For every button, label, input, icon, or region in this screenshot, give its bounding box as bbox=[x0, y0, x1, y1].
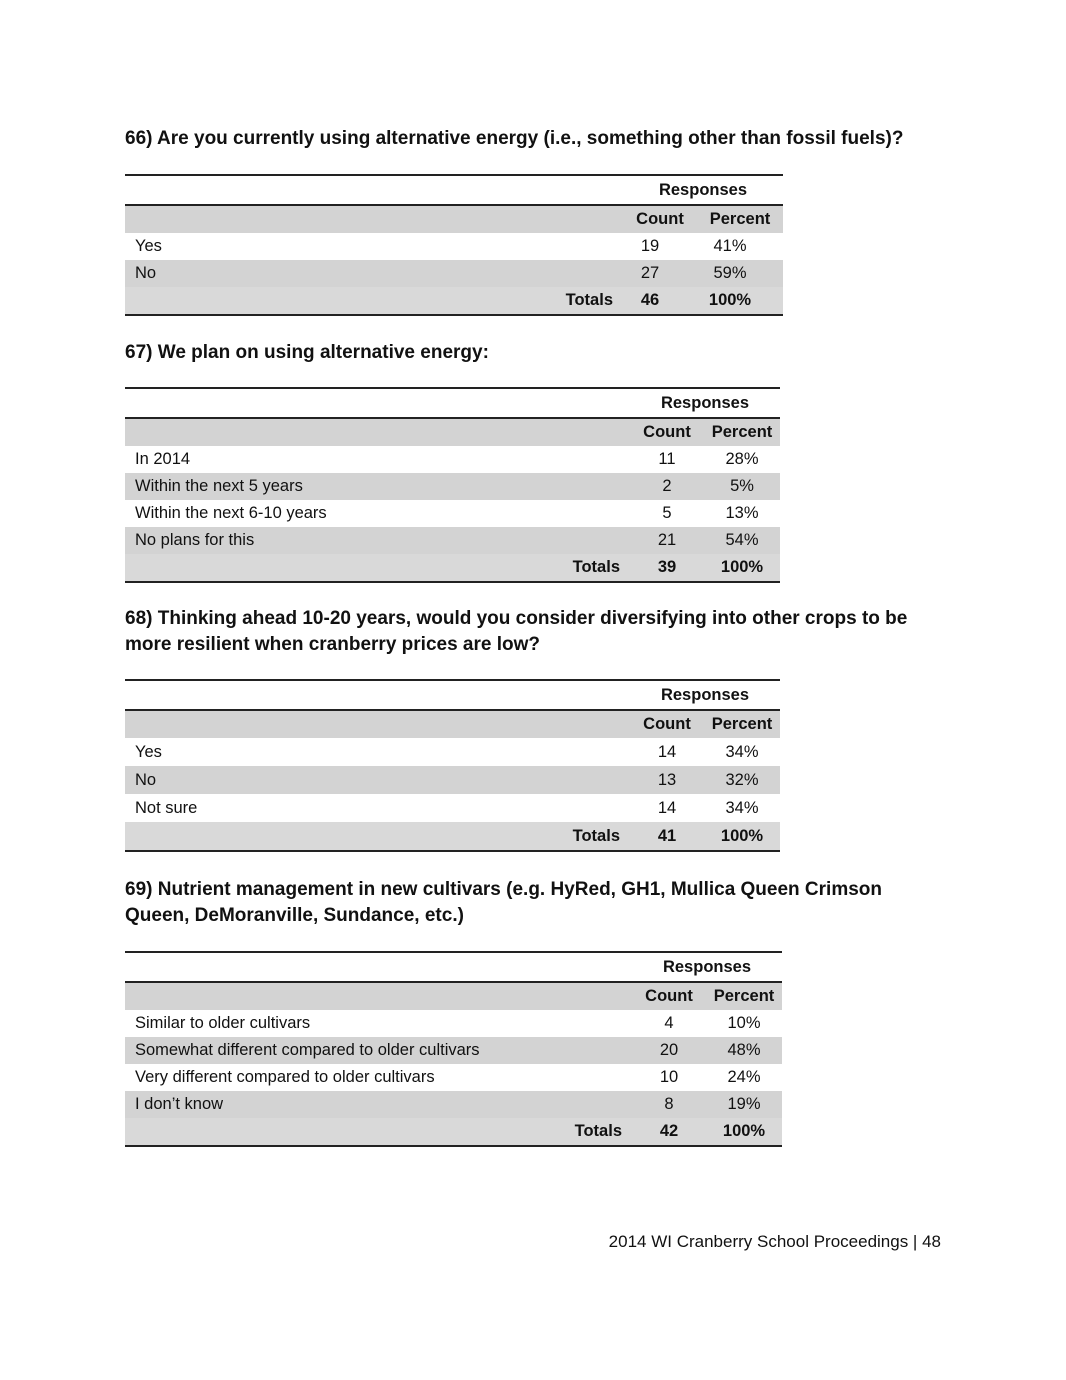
responses-header: Responses bbox=[660, 393, 750, 412]
table-row bbox=[125, 738, 780, 766]
table-row bbox=[125, 1091, 782, 1118]
totals-count: 46 bbox=[640, 291, 660, 309]
row-percent: 24% bbox=[727, 1068, 761, 1086]
table-q67 bbox=[125, 387, 780, 583]
row-percent: 34% bbox=[725, 798, 759, 817]
table-row bbox=[125, 1010, 782, 1037]
count-header: Count bbox=[645, 987, 693, 1005]
row-percent: 28% bbox=[725, 450, 759, 468]
table-row bbox=[125, 1037, 782, 1064]
totals-label: Totals bbox=[565, 291, 613, 309]
row-label: No bbox=[135, 264, 157, 282]
row-label: No plans for this bbox=[135, 531, 255, 549]
table-row bbox=[125, 473, 780, 500]
totals-label: Totals bbox=[572, 558, 620, 576]
row-label: Yes bbox=[135, 237, 162, 255]
row-count: 27 bbox=[640, 264, 660, 282]
totals-percent: 100% bbox=[720, 558, 764, 576]
totals-count: 39 bbox=[657, 558, 677, 576]
row-label: Very different compared to older cultivars bbox=[135, 1068, 435, 1086]
table-q68 bbox=[125, 679, 780, 852]
percent-header: Percent bbox=[711, 423, 773, 441]
table-row bbox=[125, 233, 783, 260]
row-count: 4 bbox=[664, 1014, 674, 1032]
row-label: Somewhat different compared to older cultivars bbox=[135, 1041, 480, 1059]
page-footer: 2014 WI Cranberry School Proceedings | 48 bbox=[608, 1232, 941, 1251]
totals-row bbox=[125, 554, 780, 581]
row-label: I don’t know bbox=[135, 1095, 224, 1113]
row-percent: 41% bbox=[713, 237, 747, 255]
percent-header: Percent bbox=[711, 715, 773, 733]
row-label: No bbox=[135, 770, 157, 789]
totals-row bbox=[125, 287, 783, 314]
row-label: In 2014 bbox=[135, 450, 191, 468]
row-percent: 32% bbox=[725, 770, 759, 789]
table-q66 bbox=[125, 174, 783, 316]
row-count: 14 bbox=[657, 742, 677, 761]
totals-percent: 100% bbox=[708, 291, 752, 309]
row-count: 11 bbox=[658, 450, 676, 468]
row-count: 2 bbox=[662, 477, 672, 495]
row-label: Yes bbox=[135, 742, 162, 761]
row-percent: 13% bbox=[725, 504, 759, 522]
row-percent: 34% bbox=[725, 742, 759, 761]
table-row bbox=[125, 446, 780, 473]
percent-header: Percent bbox=[713, 987, 775, 1005]
row-count: 10 bbox=[659, 1068, 679, 1086]
row-count: 19 bbox=[640, 237, 660, 255]
column-header-row bbox=[125, 983, 782, 1010]
responses-header: Responses bbox=[658, 180, 748, 199]
count-header: Count bbox=[643, 715, 691, 733]
question-69-title: 69) Nutrient management in new cultivars (e.g. HyRed, GH1, Mullica Queen Crimson Queen, DeMoranville, Sundance, etc.) bbox=[125, 879, 883, 926]
question-68-title: 68) Thinking ahead 10-20 years, would you consider diversifying into other crops to be more resilient when cranberry prices are low? bbox=[125, 608, 908, 655]
row-label: Within the next 6-10 years bbox=[135, 504, 327, 522]
header-row bbox=[125, 681, 780, 711]
table-q69 bbox=[125, 951, 782, 1147]
totals-row bbox=[125, 822, 780, 850]
responses-header: Responses bbox=[660, 685, 750, 704]
table-row bbox=[125, 260, 783, 287]
question-67-title: 67) We plan on using alternative energy: bbox=[125, 342, 489, 363]
totals-label: Totals bbox=[572, 826, 620, 845]
row-percent: 59% bbox=[713, 264, 747, 282]
totals-count: 42 bbox=[659, 1122, 679, 1140]
table-row bbox=[125, 1064, 782, 1091]
row-count: 5 bbox=[662, 504, 672, 522]
column-header-row bbox=[125, 711, 780, 738]
row-percent: 19% bbox=[727, 1095, 761, 1113]
table-row bbox=[125, 527, 780, 554]
totals-percent: 100% bbox=[722, 1122, 766, 1140]
count-header: Count bbox=[636, 210, 684, 228]
row-percent: 5% bbox=[730, 477, 754, 495]
row-label: Not sure bbox=[135, 798, 198, 817]
row-count: 14 bbox=[657, 798, 677, 817]
totals-count: 41 bbox=[657, 826, 677, 845]
header-row bbox=[125, 389, 780, 419]
count-header: Count bbox=[643, 423, 691, 441]
column-header-row bbox=[125, 419, 780, 446]
question-66-title: 66) Are you currently using alternative energy (i.e., something other than fossil fuels)? bbox=[125, 128, 904, 149]
row-percent: 54% bbox=[725, 531, 759, 549]
row-count: 13 bbox=[657, 770, 677, 789]
row-percent: 48% bbox=[727, 1041, 761, 1059]
header-row bbox=[125, 953, 782, 983]
table-row bbox=[125, 794, 780, 822]
row-percent: 10% bbox=[727, 1014, 761, 1032]
row-label: Similar to older cultivars bbox=[135, 1014, 311, 1032]
totals-percent: 100% bbox=[720, 826, 764, 845]
table-row bbox=[125, 766, 780, 794]
table-row bbox=[125, 500, 780, 527]
row-count: 20 bbox=[659, 1041, 679, 1059]
responses-header: Responses bbox=[662, 957, 752, 976]
totals-label: Totals bbox=[574, 1122, 622, 1140]
column-header-row bbox=[125, 206, 783, 233]
header-row bbox=[125, 176, 783, 206]
row-label: Within the next 5 years bbox=[135, 477, 303, 495]
percent-header: Percent bbox=[709, 210, 771, 228]
row-count: 8 bbox=[664, 1095, 674, 1113]
row-count: 21 bbox=[657, 531, 677, 549]
totals-row bbox=[125, 1118, 782, 1145]
